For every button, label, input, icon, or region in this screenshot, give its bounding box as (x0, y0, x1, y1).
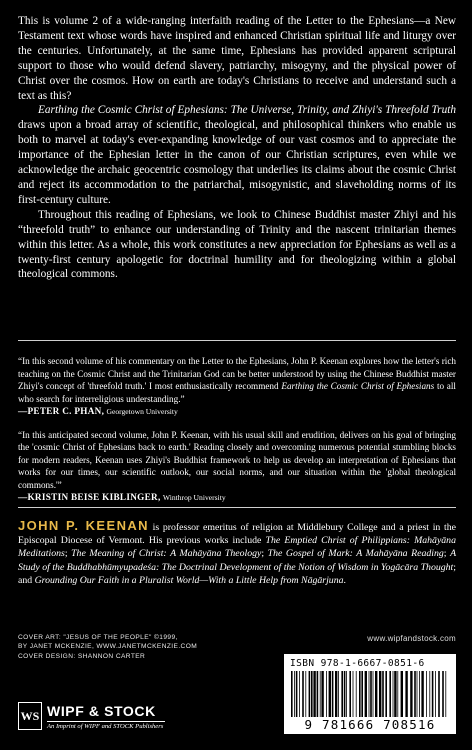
previous-work-4: A Study of the Buddhabhūmyupadeśa: The Doctrinal Development of the Notion of Wisdom in Yogācāra Thought (18, 548, 457, 573)
bio-sep-3: ; (443, 548, 451, 560)
isbn-number: ISBN 978-1-6667-0851-6 (290, 658, 425, 669)
barcode-bar (353, 671, 354, 717)
barcode-bar (305, 671, 306, 717)
barcode-bar (373, 671, 374, 717)
barcode-bar (335, 671, 337, 717)
barcode-bar (326, 671, 327, 717)
publisher-imprint: An Imprint of WIPF and STOCK Publishers (47, 723, 164, 730)
publisher-name: WIPF & STOCK (47, 703, 156, 719)
previous-work-3: The Gospel of Mark: A Mahāyāna Reading (267, 548, 444, 560)
description-paragraph-1: This is volume 2 of a wide-ranging interfaith reading of the Letter to the Ephesians—a New Testament text whose words have inspired and enhanced Christian spiritual life and liturgy over the centuries. Unfortunately, at the same time, Ephesians has provided apparent scriptural support to those who would defend slavery, patriarchy, misogyny, and the physical power of Christ over the cosmos. How on earth are today's Christians to receive and understand such a text as this? (18, 15, 456, 102)
barcode-bar (426, 671, 427, 717)
publisher-logo (18, 702, 168, 736)
barcode-bar (429, 671, 430, 717)
barcode-bar (341, 671, 343, 717)
bio-sep-2: ; (261, 548, 268, 560)
barcode-bar (332, 671, 334, 717)
description-paragraph-2-text: draws upon a broad array of scientific, theological, and philosophical thinkers who enable us both to marvel at today's ever-expanding knowledge of our vast cosmos and to appreciate the importance of the Ephesian letter in the canon of our Christian scriptures, even while we acknowledge the archaic geocentric cosmology that underlies its claims about the cosmic Christ and reject its accommodation to the patriarchal, misogynistic, and slaveholding norms of its first-century culture. (18, 119, 456, 206)
barcode-bar (361, 671, 363, 717)
barcode-bar (419, 671, 420, 717)
barcode-bar (375, 671, 377, 717)
barcode-number: 9 781666 708516 (304, 717, 436, 732)
book-title: Earthing the Cosmic Christ of Ephesians: The Universe, Trinity, and Zhiyi's Threefold Truth (38, 104, 456, 117)
bio-sep-5: . (343, 574, 346, 586)
barcode-bar (379, 671, 381, 717)
barcode-bar (329, 671, 331, 717)
barcode-bar (356, 671, 357, 717)
endorsements (18, 355, 456, 515)
ws-logo-icon: WS (18, 702, 42, 730)
endorsement-1-attribution (18, 405, 456, 419)
publisher-rule (47, 721, 165, 722)
barcode-bar (344, 671, 346, 717)
barcode-bar (317, 671, 319, 717)
artist-credit: BY JANET MCKENZIE, WWW.JANETMCKENZIE.COM (18, 643, 198, 651)
barcode-bar (359, 671, 361, 717)
barcode-bar (421, 671, 423, 717)
barcode-bar (445, 671, 446, 717)
barcode-bar (365, 671, 367, 717)
barcode-bar (417, 671, 418, 717)
publisher-website: www.wipfandstock.com (367, 634, 456, 643)
barcode-bar (401, 671, 403, 717)
divider-bottom (18, 507, 456, 508)
previous-work-5: Grounding Our Faith in a Pluralist World—With a Little Help from Nāgārjuna (34, 574, 344, 586)
endorsement-1-affiliation: Georgetown University (106, 407, 178, 416)
barcode-bar (370, 671, 372, 717)
barcode-bars (290, 671, 450, 717)
barcode-bar (432, 671, 434, 717)
barcode-bar (389, 671, 391, 717)
barcode-bar (393, 671, 394, 717)
endorsement-2-attribution (18, 491, 456, 505)
barcode-bar (320, 671, 321, 717)
back-cover-description (18, 14, 456, 282)
barcode-bar (405, 671, 407, 717)
barcode-bar (369, 671, 370, 717)
barcode-bar (296, 671, 298, 717)
bio-sep-4: ; and (18, 561, 456, 586)
endorsement-1-text-end: to all who search for interreligious understanding.” (18, 381, 456, 404)
author-bio (18, 519, 456, 587)
barcode-bar (382, 671, 384, 717)
endorsement-2-quote: “In this anticipated second volume, John P. Keenan, with his usual skill and erudition, delivers on his goal of bringing the 'cosmic Christ of Ephesians back to earth.' Reading closely and overcoming numerous potential stumbling blocks for modern readers, Keenan uses Zhiyi's Buddhist framework to help us develop an interpretation of Ephesians that works for our times, our scientific outlook, our social norms, and our situation within the 'global theological commons.'” (18, 429, 456, 490)
endorsement-2-affiliation: Winthrop University (162, 493, 226, 502)
isbn-barcode (284, 654, 456, 734)
barcode-bar (346, 671, 347, 717)
bio-sep-1: ; (64, 548, 72, 560)
barcode-bar (435, 671, 436, 717)
cover-credits (18, 633, 248, 661)
barcode-bar (338, 671, 339, 717)
author-name: JOHN P. KEENAN (18, 518, 149, 533)
endorsement-1-book-title: Earthing the Cosmic Christ of Ephesians (281, 381, 435, 391)
endorsement-2-name: —KRISTIN BEISE KIBLINGER, (18, 492, 161, 502)
barcode-bar (385, 671, 387, 717)
description-paragraph-2 (18, 103, 456, 207)
barcode-bar (313, 671, 315, 717)
barcode-bar (442, 671, 444, 717)
barcode-bar (394, 671, 396, 717)
barcode-bar (397, 671, 398, 717)
barcode-bar (299, 671, 300, 717)
cover-art-credit: COVER ART: "JESUS OF THE PEOPLE" ©1999, (18, 634, 178, 641)
endorsement-1-name: —PETER C. PHAN, (18, 406, 105, 416)
barcode-bar (438, 671, 440, 717)
barcode-bar (294, 671, 295, 717)
endorsement-1-text: “In this second volume of his commentary on the Letter to the Ephesians, John P. Keenan explores how the letter's rich teaching on the Cosmic Christ and the Trinitarian God can be better understood by using the Chinese Buddhist master Zhiyi's concept of 'threefold truth.' I most enthusiastically recommend (18, 356, 456, 391)
divider-top (18, 340, 456, 341)
barcode-bar (410, 671, 412, 717)
barcode-bar (302, 671, 304, 717)
barcode-bar (309, 671, 311, 717)
previous-work-2: The Meaning of Christ: A Mahāyāna Theology (71, 548, 262, 560)
previous-work-1: The Emptied Christ of Philippians: Mahāyāna Meditations (18, 535, 456, 560)
endorsement-1-quote (18, 355, 456, 405)
cover-design-credit: COVER DESIGN: SHANNON CARTER (18, 652, 146, 660)
barcode-bar (321, 671, 323, 717)
barcode-bar (414, 671, 416, 717)
author-bio-text: is professor emeritus of religion at Middlebury College and a priest in the Episcopal Diocese of Vermont. His previous works include (18, 522, 456, 547)
barcode-bar (291, 671, 293, 717)
barcode-bar (311, 671, 313, 717)
description-paragraph-3: Throughout this reading of Ephesians, we look to Chinese Buddhist master Zhiyi and his “threefold truth” to enhance our understanding of Trinity and the nascent trinitarian themes within this letter. As a whole, this work constitutes a new appreciation for Ephesians as well as a twenty-first century apologetic for doctrinal humility and for theologizing within a global theological commons. (18, 208, 456, 281)
barcode-bar (349, 671, 351, 717)
